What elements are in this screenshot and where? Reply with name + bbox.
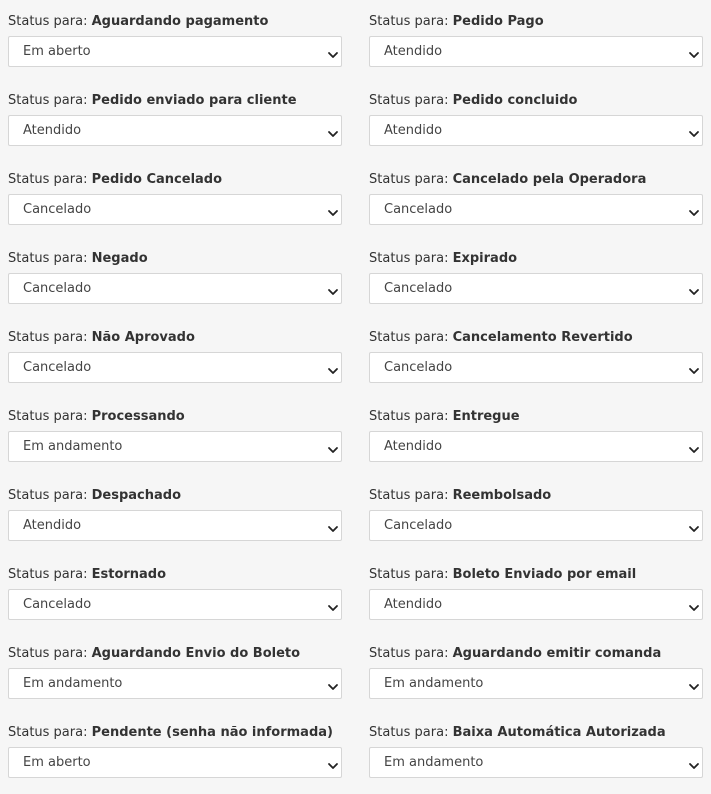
chevron-down-icon	[327, 46, 339, 58]
status-name: Negado	[91, 251, 148, 266]
status-name: Cancelado pela Operadora	[452, 172, 647, 187]
status-field-label	[8, 645, 342, 663]
status-select[interactable]	[8, 352, 342, 383]
label-prefix: Status para:	[8, 14, 88, 29]
status-field	[369, 724, 703, 787]
status-field	[8, 13, 342, 76]
status-select[interactable]	[369, 431, 703, 462]
status-name: Entregue	[452, 409, 520, 424]
chevron-down-icon	[327, 204, 339, 216]
label-prefix: Status para:	[8, 172, 88, 187]
status-field	[369, 645, 703, 708]
status-select[interactable]	[369, 589, 703, 620]
status-select-value: Atendido	[23, 518, 82, 533]
status-field-label	[369, 250, 703, 268]
status-name: Pedido enviado para cliente	[91, 93, 297, 108]
chevron-down-icon	[327, 362, 339, 374]
status-select[interactable]	[369, 194, 703, 225]
status-field	[8, 566, 342, 629]
status-select-value: Cancelado	[384, 518, 453, 533]
chevron-down-icon	[327, 678, 339, 690]
chevron-down-icon	[688, 599, 700, 611]
status-field	[8, 487, 342, 550]
status-name: Aguardando pagamento	[91, 14, 269, 29]
status-select[interactable]	[8, 194, 342, 225]
label-prefix: Status para:	[8, 725, 88, 740]
chevron-down-icon	[688, 520, 700, 532]
status-field	[369, 408, 703, 471]
chevron-down-icon	[688, 441, 700, 453]
status-select-value: Em aberto	[23, 44, 91, 59]
status-field	[369, 171, 703, 234]
status-select[interactable]	[8, 115, 342, 146]
chevron-down-icon	[688, 125, 700, 137]
label-prefix: Status para:	[369, 488, 449, 503]
chevron-down-icon	[688, 757, 700, 769]
status-field	[369, 13, 703, 76]
label-prefix: Status para:	[369, 14, 449, 29]
status-select[interactable]	[8, 36, 342, 67]
status-field-label	[8, 92, 342, 110]
status-select-value: Em andamento	[23, 439, 123, 454]
status-select[interactable]	[369, 510, 703, 541]
status-select[interactable]	[369, 36, 703, 67]
label-prefix: Status para:	[369, 93, 449, 108]
status-select[interactable]	[8, 589, 342, 620]
status-field-label	[369, 92, 703, 110]
status-select-value: Atendido	[23, 123, 82, 138]
status-field-label	[369, 329, 703, 347]
status-name: Pedido concluido	[452, 93, 578, 108]
label-prefix: Status para:	[369, 251, 449, 266]
status-select-value: Em andamento	[384, 755, 484, 770]
status-field-label	[369, 171, 703, 189]
status-select[interactable]	[369, 747, 703, 778]
status-name: Boleto Enviado por email	[452, 567, 637, 582]
label-prefix: Status para:	[369, 409, 449, 424]
status-field-label	[8, 408, 342, 426]
status-field	[369, 92, 703, 155]
status-field	[8, 250, 342, 313]
status-name: Despachado	[91, 488, 182, 503]
status-select[interactable]	[369, 273, 703, 304]
status-field-label	[8, 171, 342, 189]
status-select-value: Atendido	[384, 597, 443, 612]
chevron-down-icon	[688, 678, 700, 690]
status-field	[8, 724, 342, 787]
status-field	[369, 329, 703, 392]
status-name: Reembolsado	[452, 488, 552, 503]
status-field	[8, 329, 342, 392]
label-prefix: Status para:	[8, 488, 88, 503]
status-field-label	[8, 250, 342, 268]
status-name: Baixa Automática Autorizada	[452, 725, 666, 740]
status-field	[369, 487, 703, 550]
status-select-value: Cancelado	[23, 360, 92, 375]
status-name: Aguardando Envio do Boleto	[91, 646, 301, 661]
status-select-value: Em andamento	[384, 676, 484, 691]
status-select[interactable]	[8, 273, 342, 304]
status-field-label	[369, 645, 703, 663]
status-select-value: Atendido	[384, 44, 443, 59]
status-name: Pendente (senha não informada)	[91, 725, 333, 740]
label-prefix: Status para:	[369, 646, 449, 661]
status-field-label	[8, 329, 342, 347]
status-select[interactable]	[8, 668, 342, 699]
label-prefix: Status para:	[8, 409, 88, 424]
chevron-down-icon	[327, 599, 339, 611]
status-select[interactable]	[8, 747, 342, 778]
status-select-value: Atendido	[384, 123, 443, 138]
status-select[interactable]	[369, 352, 703, 383]
status-field-label	[8, 724, 342, 742]
status-field	[369, 250, 703, 313]
label-prefix: Status para:	[369, 172, 449, 187]
status-select-value: Cancelado	[23, 202, 92, 217]
status-field-label	[369, 566, 703, 584]
label-prefix: Status para:	[8, 93, 88, 108]
status-field	[8, 92, 342, 155]
status-field-label	[369, 724, 703, 742]
status-field-label	[8, 13, 342, 31]
label-prefix: Status para:	[369, 725, 449, 740]
status-select-value: Cancelado	[23, 281, 92, 296]
status-mapping-form	[8, 13, 703, 787]
label-prefix: Status para:	[8, 567, 88, 582]
status-field-label	[369, 487, 703, 505]
label-prefix: Status para:	[369, 330, 449, 345]
status-select-value: Em aberto	[23, 755, 91, 770]
chevron-down-icon	[688, 204, 700, 216]
label-prefix: Status para:	[8, 251, 88, 266]
chevron-down-icon	[327, 125, 339, 137]
status-select[interactable]	[8, 431, 342, 462]
status-field-label	[8, 487, 342, 505]
status-field	[8, 645, 342, 708]
chevron-down-icon	[327, 757, 339, 769]
status-select-value: Cancelado	[384, 202, 453, 217]
status-field-label	[369, 13, 703, 31]
status-select-value: Cancelado	[384, 281, 453, 296]
status-field	[8, 408, 342, 471]
status-select-value: Cancelado	[23, 597, 92, 612]
label-prefix: Status para:	[8, 330, 88, 345]
chevron-down-icon	[327, 441, 339, 453]
status-field-label	[8, 566, 342, 584]
status-select[interactable]	[369, 668, 703, 699]
status-name: Processando	[91, 409, 185, 424]
status-name: Aguardando emitir comanda	[452, 646, 662, 661]
status-select[interactable]	[8, 510, 342, 541]
chevron-down-icon	[327, 283, 339, 295]
status-select[interactable]	[369, 115, 703, 146]
status-name: Não Aprovado	[91, 330, 195, 345]
chevron-down-icon	[688, 283, 700, 295]
status-name: Expirado	[452, 251, 518, 266]
status-field	[8, 171, 342, 234]
status-select-value: Cancelado	[384, 360, 453, 375]
chevron-down-icon	[688, 46, 700, 58]
status-select-value: Atendido	[384, 439, 443, 454]
chevron-down-icon	[688, 362, 700, 374]
label-prefix: Status para:	[8, 646, 88, 661]
status-name: Cancelamento Revertido	[452, 330, 633, 345]
chevron-down-icon	[327, 520, 339, 532]
status-field-label	[369, 408, 703, 426]
status-select-value: Em andamento	[23, 676, 123, 691]
status-name: Estornado	[91, 567, 167, 582]
status-field	[369, 566, 703, 629]
status-name: Pedido Pago	[452, 14, 544, 29]
status-name: Pedido Cancelado	[91, 172, 223, 187]
label-prefix: Status para:	[369, 567, 449, 582]
